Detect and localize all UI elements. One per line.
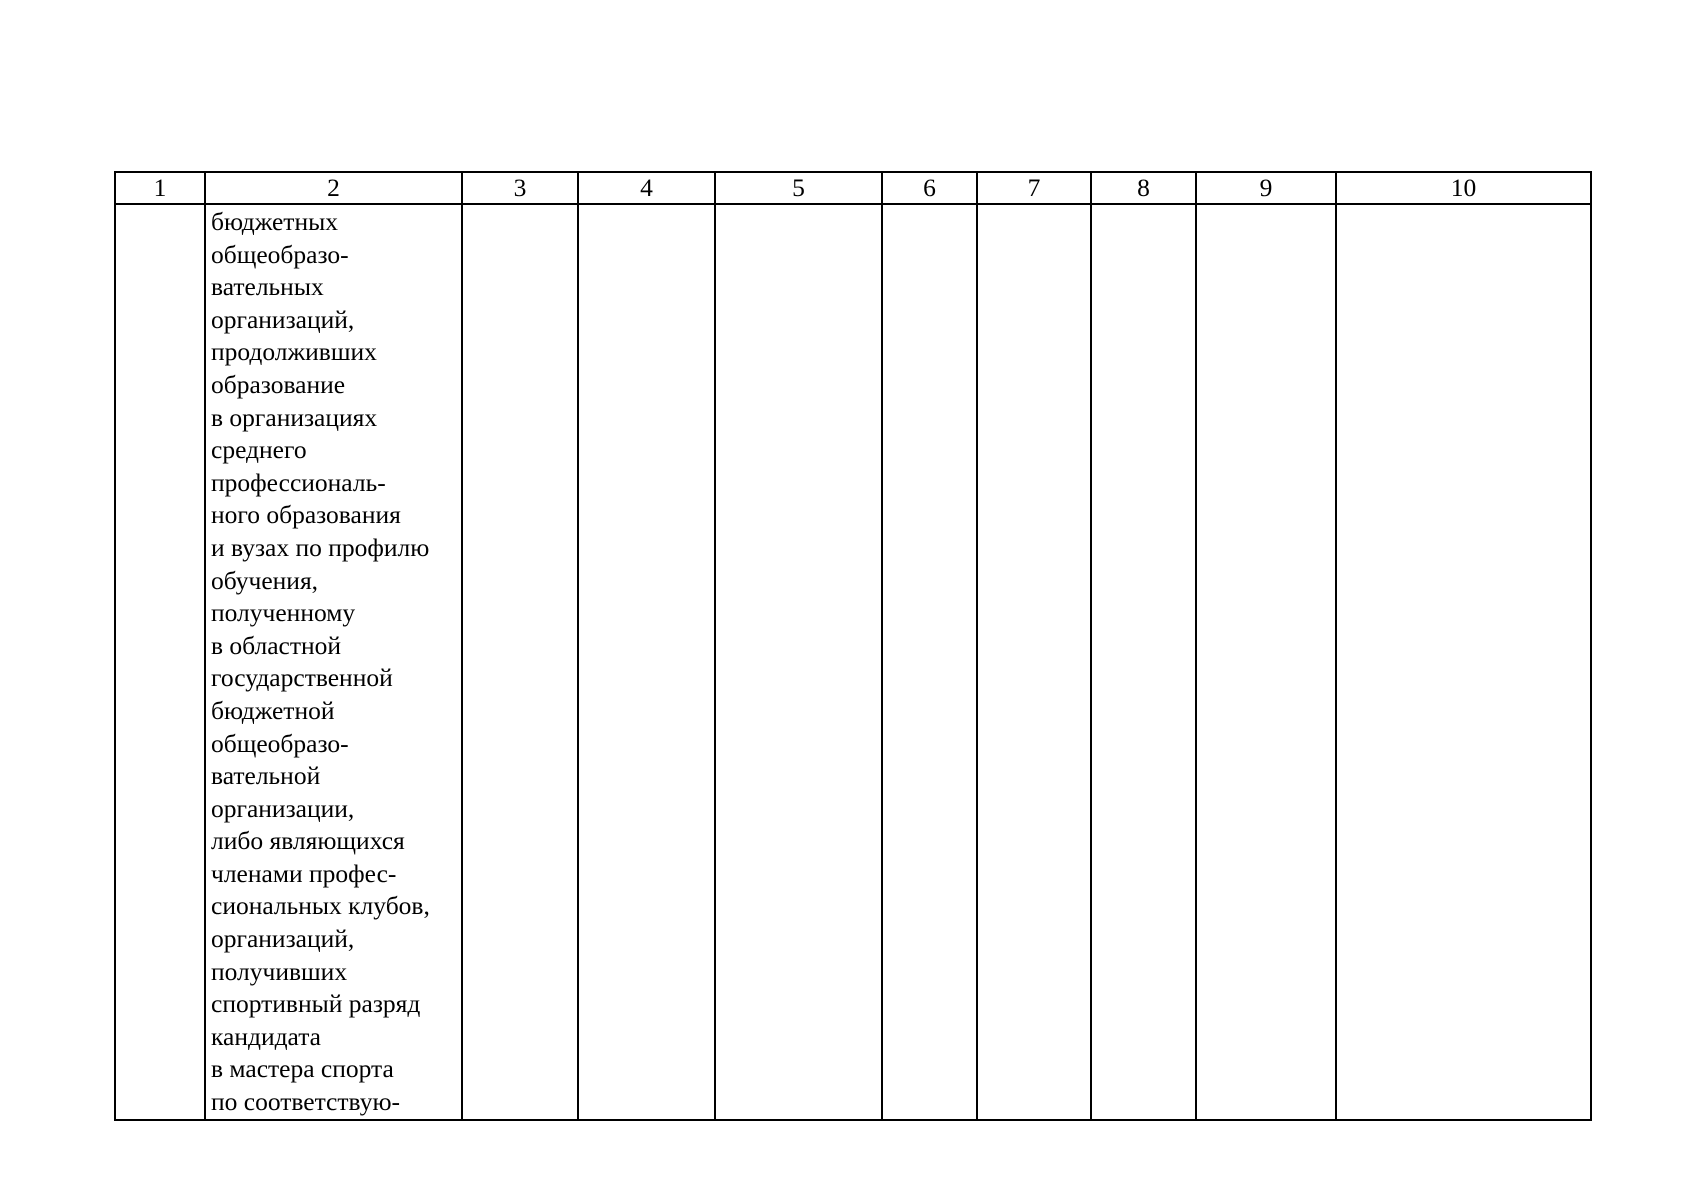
- column-number-3: 3: [462, 172, 578, 204]
- text-line: образование: [211, 369, 346, 399]
- column-number-row: [115, 172, 1591, 204]
- text-line: либо являющихся: [211, 826, 405, 856]
- text-line: получивших: [211, 956, 348, 986]
- text-line: членами профес-: [211, 858, 397, 888]
- text-line: продолживших: [211, 337, 377, 367]
- table-cell-col5: [715, 204, 882, 1120]
- column-number-9: 9: [1196, 172, 1336, 204]
- table-cell-col9: [1196, 204, 1336, 1120]
- text-line: по соответствую-: [211, 1087, 400, 1117]
- text-line: кандидата: [211, 1021, 321, 1051]
- text-line: организации,: [211, 793, 355, 823]
- column-number-10: 10: [1336, 172, 1591, 204]
- column-number-4: 4: [578, 172, 715, 204]
- text-line: бюджетной: [211, 695, 335, 725]
- column-number-6: 6: [882, 172, 977, 204]
- document-table: [114, 171, 1592, 1121]
- table-cell-col6: [882, 204, 977, 1120]
- table-cell-col3: [462, 204, 578, 1120]
- text-line: в организациях: [211, 402, 378, 432]
- column-number-7: 7: [977, 172, 1091, 204]
- text-line: бюджетных: [211, 207, 338, 236]
- text-line: среднего: [211, 435, 307, 465]
- column-number-1: 1: [115, 172, 205, 204]
- text-line: общеобразо-: [211, 728, 349, 758]
- table-row: [115, 204, 1591, 1120]
- text-line: профессиональ-: [211, 467, 386, 497]
- text-line: государственной: [211, 663, 393, 693]
- text-line: спортивный разряд: [211, 989, 421, 1019]
- table-cell-col4: [578, 204, 715, 1120]
- column-number-2: 2: [205, 172, 462, 204]
- column-number-5: 5: [715, 172, 882, 204]
- text-line: общеобразо-: [211, 239, 349, 269]
- table-cell-col2: [205, 204, 462, 1120]
- text-line: в мастера спорта: [211, 1054, 394, 1084]
- text-line: вательных: [211, 272, 324, 302]
- column2-text: [206, 205, 461, 1119]
- text-line: обучения,: [211, 565, 319, 595]
- text-line: сиональных клубов,: [211, 891, 430, 921]
- text-line: организаций,: [211, 924, 355, 954]
- text-line: организаций,: [211, 304, 355, 334]
- table-cell-col10: [1336, 204, 1591, 1120]
- text-line: ного образования: [211, 500, 401, 530]
- text-line: вательной: [211, 761, 321, 791]
- column-number-8: 8: [1091, 172, 1196, 204]
- text-line: в областной: [211, 630, 342, 660]
- table-cell-col8: [1091, 204, 1196, 1120]
- table-cell-col7: [977, 204, 1091, 1120]
- text-line: и вузах по профилю: [211, 532, 430, 562]
- text-line: полученному: [211, 598, 356, 628]
- table-cell-col1: [115, 204, 205, 1120]
